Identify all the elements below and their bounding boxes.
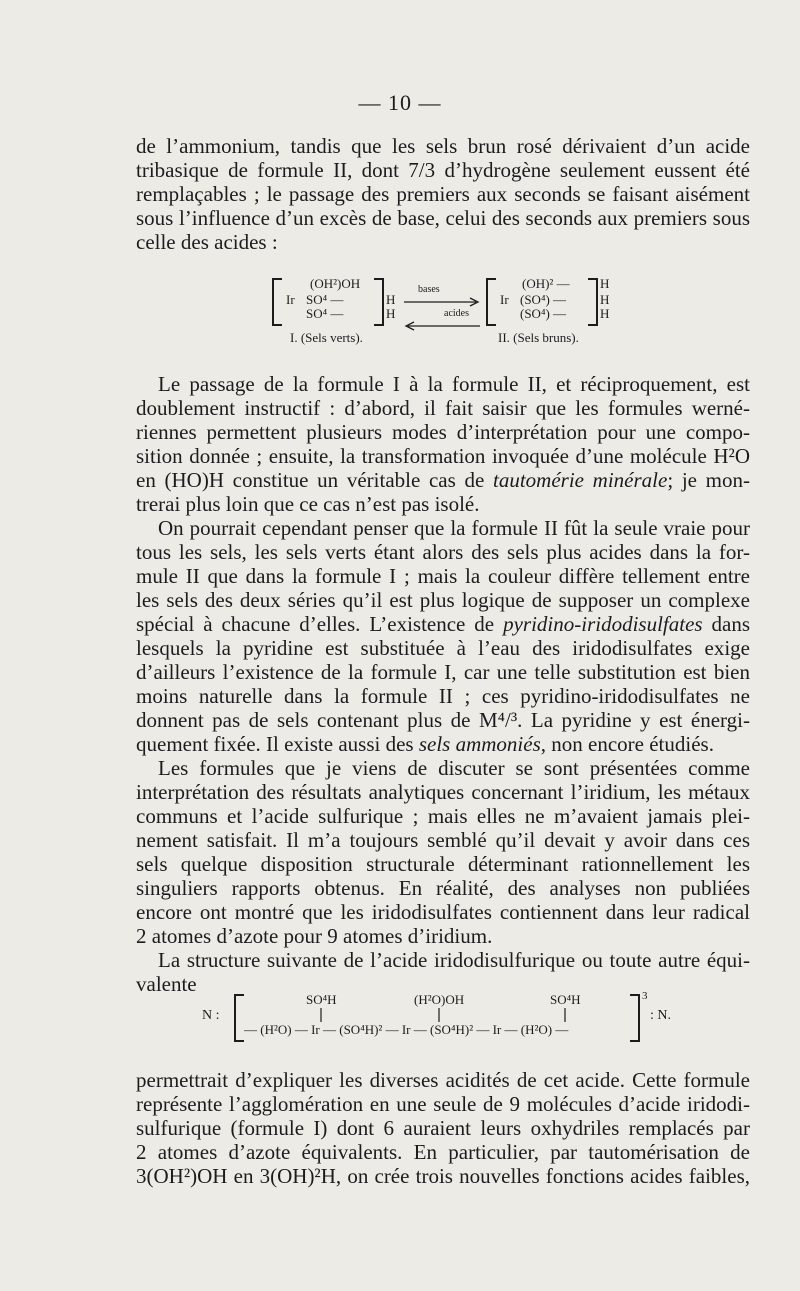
text-line: remplaçables ; le passage des premiers aux seconds se faisant aisément	[136, 182, 750, 206]
text-line: représente l’agglomération en une seule de 9 molécules d’acide iridodi-	[136, 1092, 750, 1116]
text-line: 2 atomes d’azote équivalents. En particulier, par tautomérisation de	[136, 1140, 750, 1164]
text-line: sition donnée ; ensuite, la transformation invoquée d’une molécule H²O	[136, 444, 750, 468]
text-line: communs et l’acide sulfurique ; mais elles ne m’avaient jamais plei-	[136, 804, 750, 828]
formula-text: H	[600, 306, 610, 321]
text-line: nement satisfait. Il m’a toujours semblé qu’il devait y avoir dans ces	[136, 828, 750, 852]
text-line: sulfurique (formule I) dont 6 auraient leurs oxhydriles remplacés par	[136, 1116, 750, 1140]
text-line: celle des acides :	[136, 230, 278, 254]
text-line: lesquels la pyridine est substituée à l’eau des iridodisulfates exige	[136, 636, 750, 660]
formula-text: (OH)² —	[522, 276, 570, 291]
text-line: donnent pas de sels contenant plus de M⁴/³. La pyridine y est énergi-	[136, 708, 750, 732]
formula-text: : N.	[650, 1008, 671, 1023]
text-line: valente	[136, 972, 197, 996]
formula-text: (H²O)OH	[414, 992, 465, 1007]
formula-caption: I. (Sels verts).	[290, 330, 363, 345]
formula-text: SO⁴H	[550, 992, 581, 1007]
italic-term: pyridino-iridodisulfates	[503, 612, 703, 636]
formula-text: Ir	[286, 292, 295, 307]
arrow-label: bases	[418, 284, 440, 295]
paragraph-1	[136, 134, 750, 254]
text-line: sous l’influence d’un excès de base, celui des seconds aux premiers sous	[136, 206, 750, 230]
text-line: de l’ammonium, tandis que les sels brun rosé dérivaient d’un acide	[136, 134, 750, 158]
bracket-left	[272, 278, 282, 326]
formula-text: H	[386, 306, 396, 321]
text-line: riennes permettent plusieurs modes d’interprétation pour une compo-	[136, 420, 750, 444]
bracket-right	[630, 994, 640, 1042]
formula-text: SO⁴ —	[306, 292, 344, 307]
bracket-right	[374, 278, 384, 326]
text-run: spécial à chacune d’elles. L’existence de	[136, 612, 495, 636]
text-line: doublement instructif : d’abord, il fait saisir que les formules werné-	[136, 396, 750, 420]
text-line: tous les sels, les sels verts étant alors des sels plus acides dans la for-	[136, 540, 750, 564]
formula-text: Ir	[500, 292, 509, 307]
formula-exponent: 3	[642, 990, 648, 1002]
italic-term: sels ammoniés	[418, 732, 541, 756]
text-line	[136, 732, 750, 756]
bracket-left	[486, 278, 496, 326]
reaction-arrows	[402, 296, 482, 332]
formula-2	[200, 988, 720, 1048]
arrow-label: acides	[444, 308, 469, 319]
text-run: quement fixée. Il existe aussi des	[136, 732, 414, 756]
paragraph-3	[136, 516, 750, 756]
text-line: 3(OH²)OH en 3(OH)²H, on crée trois nouvelles fonctions acides faibles,	[136, 1164, 750, 1188]
text-line: les sels des deux séries qu’il est plus logique de supposer un complexe	[136, 588, 750, 612]
text-line: On pourrait cependant penser que la formule II fût la seule vraie pour	[158, 516, 750, 540]
italic-term: tautomérie minérale	[493, 468, 668, 492]
text-line: permettrait d’expliquer les diverses acidités de cet acide. Cette formule	[136, 1068, 750, 1092]
formula-text: SO⁴H	[306, 992, 337, 1007]
text-line: 2 atomes d’azote pour 9 atomes d’iridium.	[136, 924, 493, 948]
bracket-right	[588, 278, 598, 326]
formula-text: (SO⁴) —	[520, 306, 567, 321]
paragraph-6	[136, 1068, 750, 1188]
text-line	[136, 468, 750, 492]
formula-text: H	[386, 292, 396, 307]
formula-text: (OH²)OH	[310, 276, 361, 291]
formula-text: (SO⁴) —	[520, 292, 567, 307]
page-number: — 10 —	[358, 90, 442, 115]
formula-caption: II. (Sels bruns).	[498, 330, 579, 345]
paragraph-4	[136, 756, 750, 948]
text-line: La structure suivante de l’acide iridodisulfurique ou toute autre équi-	[158, 948, 750, 972]
text-line: trerai plus loin que ce cas n’est pas isolé.	[136, 492, 480, 516]
paragraph-2	[136, 372, 750, 516]
text-run: , non encore étudiés.	[540, 732, 714, 756]
text-line: sels quelque disposition structurale déterminant rationnellement les	[136, 852, 750, 876]
formula-text: H	[600, 292, 610, 307]
formula-text: N :	[202, 1008, 220, 1023]
formula-text: SO⁴ —	[306, 306, 344, 321]
text-run: ; je mon-	[667, 468, 751, 492]
formula-text: H	[600, 276, 610, 291]
text-line	[136, 612, 750, 636]
text-line: tribasique de formule II, dont 7/3 d’hydrogène seulement eussent été	[136, 158, 750, 182]
text-line: d’ailleurs l’existence de la formule I, car une telle substitution est bien	[136, 660, 750, 684]
text-line: Le passage de la formule I à la formule II, et réciproquement, est	[158, 372, 750, 396]
text-run: dans	[702, 612, 751, 636]
text-line: moins naturelle dans la formule II ; ces pyridino-iridodisulfates ne	[136, 684, 750, 708]
text-line: interprétation des résultats analytiques concernant l’iridium, les métaux	[136, 780, 750, 804]
formula-1	[270, 272, 620, 352]
text-line: singuliers rapports obtenus. En réalité, des analyses non publiées	[136, 876, 750, 900]
text-line: encore ont montré que les iridodisulfates contiennent dans leur radical	[136, 900, 750, 924]
formula-text: — (H²O) — Ir — (SO⁴H)² — Ir — (SO⁴H)² — Ir — (H²O) —	[244, 1022, 569, 1037]
text-line: mule II que dans la formule I ; mais la couleur diffère tellement entre	[136, 564, 750, 588]
text-run: en (HO)H constitue un véritable cas de	[136, 468, 485, 492]
text-line: Les formules que je viens de discuter se sont présentées comme	[158, 756, 750, 780]
